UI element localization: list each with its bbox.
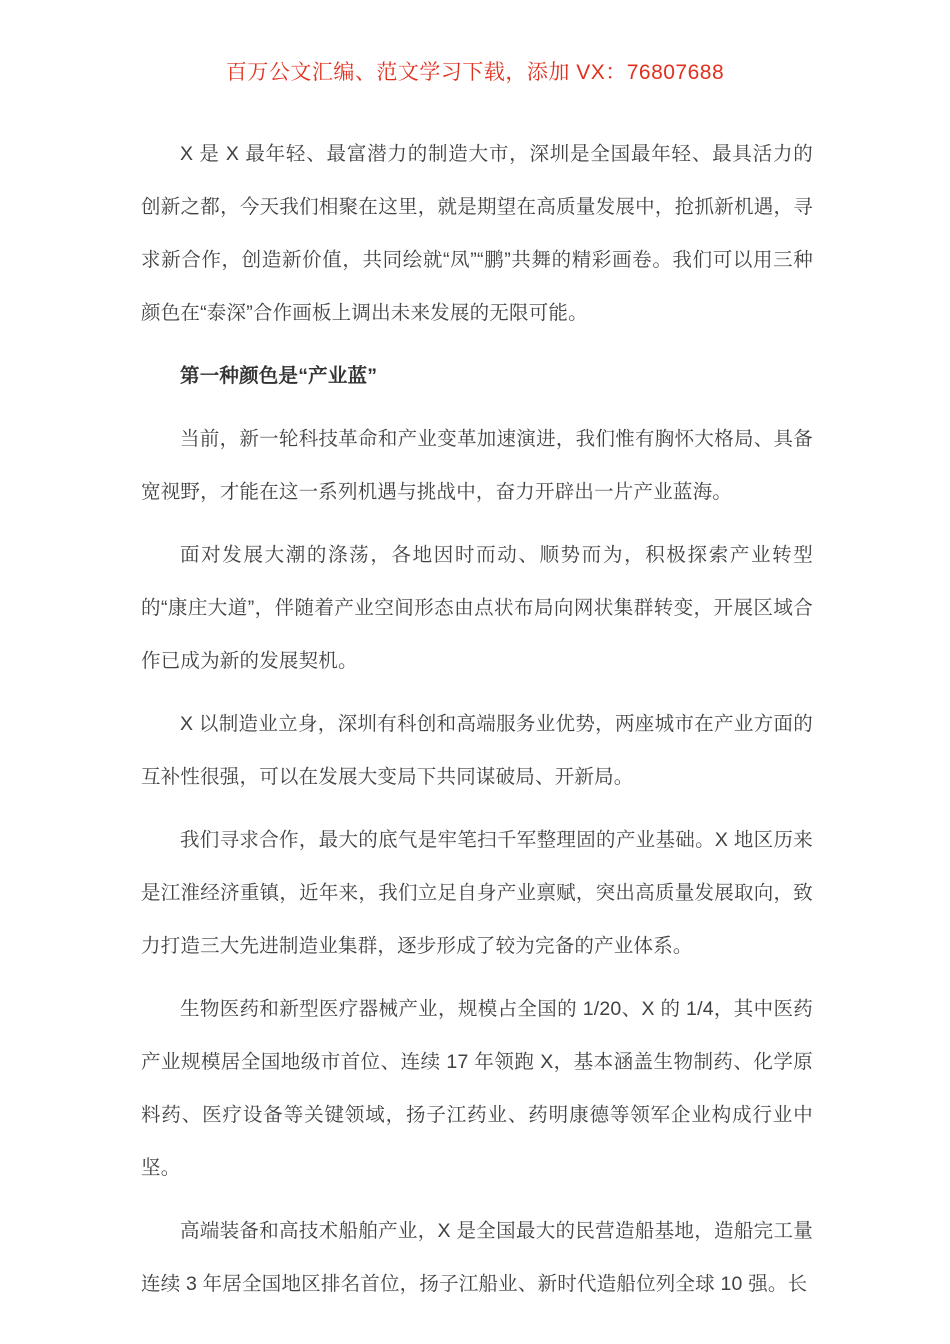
paragraph-3: 面对发展大潮的涤荡，各地因时而动、顺势而为，积极探索产业转型的“康庄大道”，伴随着产业空间形态由点状布局向网状集群转变，开展区域合作已成为新的发展契机。 bbox=[141, 544, 813, 672]
paragraph-4: X 以制造业立身，深圳有科创和高端服务业优势，两座城市在产业方面的互补性很强，可以在发展大变局下共同谋破局、开新局。 bbox=[141, 713, 813, 788]
document-body bbox=[141, 128, 813, 1311]
paragraph-6: 生物医药和新型医疗器械产业，规模占全国的 1/20、X 的 1/4，其中医药产业规模居全国地级市首位、连续 17 年领跑 X，基本涵盖生物制药、化学原料药、医疗设备等关键领域，扬子江药业、药明康德等领军企业构成行业中坚。 bbox=[141, 998, 813, 1179]
promo-banner: 百万公文汇编、范文学习下载，添加 VX：76807688 bbox=[225, 61, 725, 84]
paragraph-7: 高端装备和高技术船舶产业，X 是全国最大的民营造船基地，造船完工量连续 3 年居全国地区排名首位，扬子江船业、新时代造船位列全球 10 强。长 bbox=[141, 1220, 813, 1295]
paragraph-2: 当前，新一轮科技革命和产业变革加速演进，我们惟有胸怀大格局、具备宽视野，才能在这一系列机遇与挑战中，奋力开辟出一片产业蓝海。 bbox=[141, 428, 813, 503]
paragraph-1: X 是 X 最年轻、最富潜力的制造大市，深圳是全国最年轻、最具活力的创新之都，今天我们相聚在这里，就是期望在高质量发展中，抢抓新机遇，寻求新合作，创造新价值，共同绘就“凤”“鹏”共舞的精彩画卷。我们可以用三种颜色在“泰深”合作画板上调出未来发展的无限可能。 bbox=[141, 143, 813, 324]
section-heading-1: 第一种颜色是“产业蓝” bbox=[180, 365, 378, 387]
paragraph-5: 我们寻求合作，最大的底气是牢笔扫千军整理固的产业基础。X 地区历来是江淮经济重镇，近年来，我们立足自身产业禀赋，突出高质量发展取向，致力打造三大先进制造业集群，逐步形成了较为完备的产业体系。 bbox=[141, 829, 813, 957]
